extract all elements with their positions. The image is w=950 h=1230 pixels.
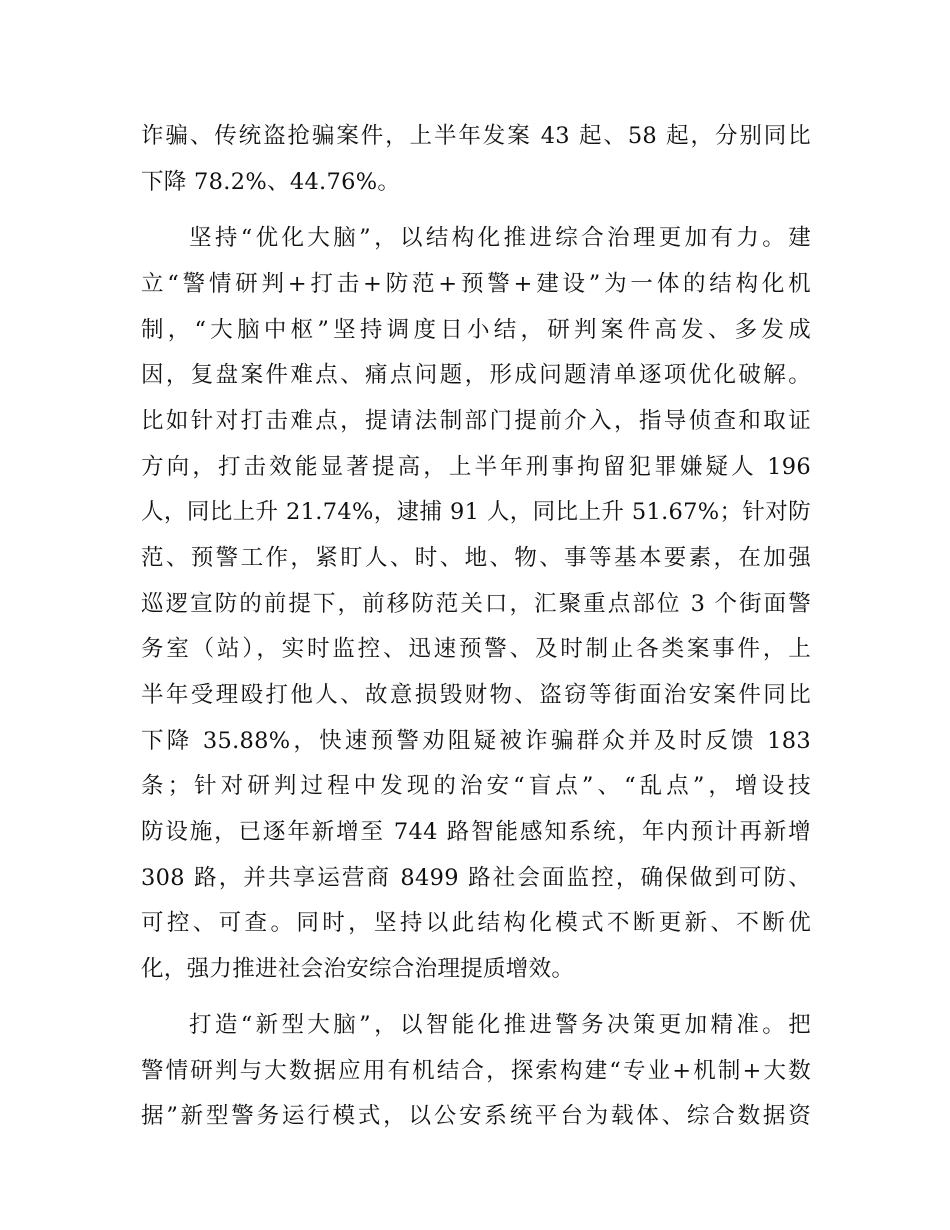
text-line: 制，“大脑中枢”坚持调度日小结，研判案件高发、多发成 <box>141 317 811 343</box>
text-line: 可控、可查。同时，坚持以此结构化模式不断更新、不断优 <box>141 910 811 936</box>
paragraph-start-line: 打造“新型大脑”，以智能化推进警务决策更加精准。把 <box>189 1012 811 1038</box>
text-line: 诈骗、传统盗抢骗案件，上半年发案 43 起、58 起，分别同比 <box>141 123 811 149</box>
text-line: 据”新型警务运行模式，以公安系统平台为载体、综合数据资 <box>141 1103 811 1129</box>
text-line: 防设施，已逐年新增至 744 路智能感知系统，年内预计再新增 <box>141 819 811 845</box>
text-line: 比如针对打击难点，提请法制部门提前介入，指导侦查和取证 <box>141 408 811 434</box>
text-line: 警情研判与大数据应用有机结合，探索构建“专业+机制+大数 <box>141 1058 811 1084</box>
text-line: 立“警情研判+打击+防范+预警+建设”为一体的结构化机 <box>141 271 811 297</box>
text-line: 308 路，并共享运营商 8499 路社会面监控，确保做到可防、 <box>141 865 811 891</box>
text-line: 半年受理殴打他人、故意损毁财物、盗窃等街面治安案件同比 <box>141 682 811 708</box>
text-line: 化，强力推进社会治安综合治理提质增效。 <box>141 956 575 982</box>
text-line: 因，复盘案件难点、痛点问题，形成问题清单逐项优化破解。 <box>141 362 811 388</box>
text-line: 下降 35.88%，快速预警劝阻疑被诈骗群众并及时反馈 183 <box>141 728 811 754</box>
text-line: 巡逻宣防的前提下，前移防范关口，汇聚重点部位 3 个街面警 <box>141 591 811 617</box>
text-line: 范、预警工作，紧盯人、时、地、物、事等基本要素，在加强 <box>141 545 811 571</box>
text-line: 方向，打击效能显著提高，上半年刑事拘留犯罪嫌疑人 196 <box>141 454 811 480</box>
paragraph-start-line: 坚持“优化大脑”，以结构化推进综合治理更加有力。建 <box>189 225 811 251</box>
text-line: 人，同比上升 21.74%，逮捕 91 人，同比上升 51.67%；针对防 <box>141 499 811 525</box>
text-line: 下降 78.2%、44.76%。 <box>141 169 401 195</box>
text-line: 务室（站），实时监控、迅速预警、及时制止各类案事件，上 <box>141 636 811 662</box>
text-line: 条；针对研判过程中发现的治安“盲点”、“乱点”，增设技 <box>141 773 811 799</box>
